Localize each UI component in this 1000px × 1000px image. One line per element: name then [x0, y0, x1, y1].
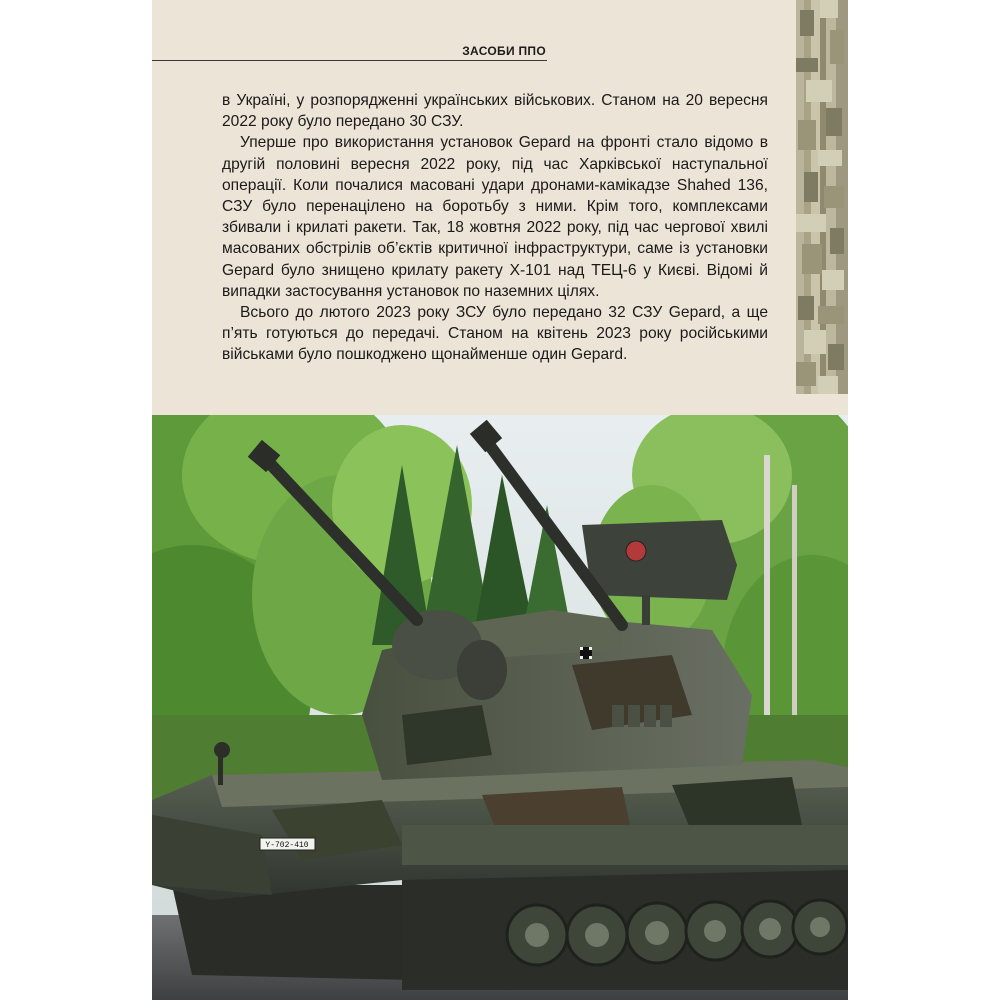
paragraph-2: Уперше про використання установок Gepard на фронті стало відомо в другій половині вересня 2022 року, під час Харківської наступальної операції. Коли почалися масовані удари дронами-камікадзе Shahed 136, СЗУ було перенацілено на боротьбу з ними. Крім того, комплексами збивали і крилаті ракети. Так, 18 жовтня 2022 року, під час чергової хвилі масованих обстрілів об’єктів критичної інфраструктури, саме із установки Gepard було знищено крилату ракету Х-101 над ТЕЦ-6 у Києві. Відомі й випадки застосування установок по наземних цілях. — [222, 134, 768, 300]
camouflage-strip — [796, 0, 848, 394]
header-rule — [152, 60, 547, 61]
section-title: ЗАСОБИ ППО — [462, 44, 546, 58]
article-body — [222, 90, 768, 366]
gepard-photo — [152, 415, 848, 1000]
paragraph-3: Всього до лютого 2023 року ЗСУ було передано 32 СЗУ Gepard, а ще п’ять готуються до передачі. Станом на квітень 2023 року російськими військами було пошкоджено щонайменше один Gepard. — [222, 304, 768, 364]
license-plate: Y-702-410 — [265, 841, 309, 850]
paragraph-1: в Україні, у розпорядженні українських військових. Станом на 20 вересня 2022 року було передано 30 СЗУ. — [222, 92, 768, 131]
